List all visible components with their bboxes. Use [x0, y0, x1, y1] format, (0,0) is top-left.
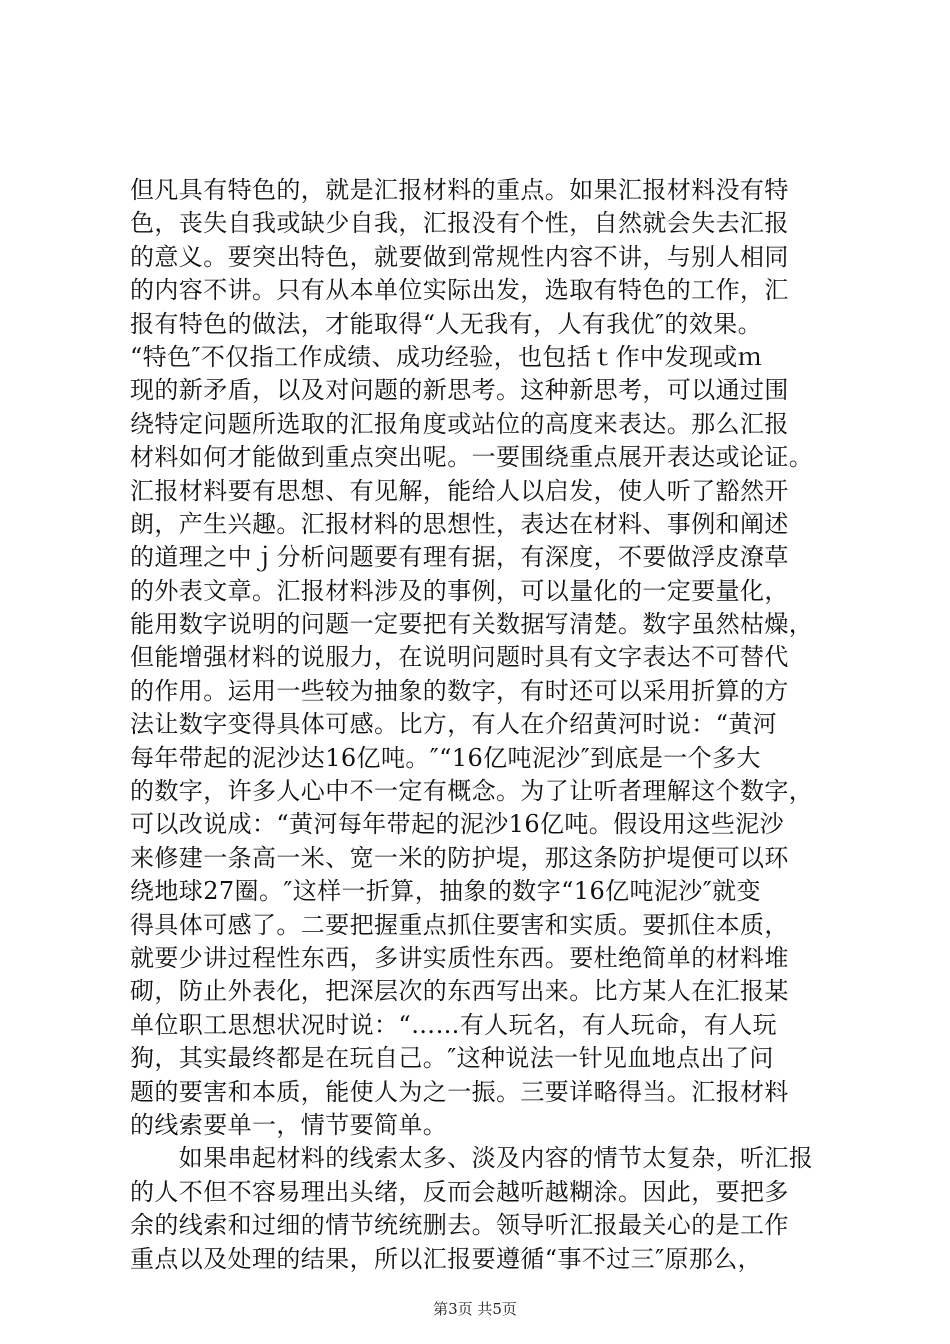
text-line: 狗，其实最终都是在玩自己。″这种说法一针见血地点出了问 [130, 1044, 774, 1073]
text-line: 的作用。运用一些较为抽象的数字，有时还可以采用折算的方 [130, 676, 789, 705]
text-line: 绕地球27圈。″这样一折算，抽象的数字“16亿吨泥沙″就变 [130, 877, 761, 906]
text-line: 但凡具有特色的，就是汇报材料的重点。如果汇报材料没有特 [130, 176, 789, 204]
text-line: 的外表文章。汇报材料涉及的事例，可以量化的一定要量化， [130, 576, 789, 605]
text-line: 砌，防止外表化，把深层次的东西写出来。比方某人在汇报某 [130, 977, 789, 1006]
text-line: 就要少讲过程性东西，多讲实质性东西。要杜绝简单的材料堆 [130, 943, 789, 972]
text-line: 每年带起的泥沙达16亿吨。″“16亿吨泥沙″到底是一个多大 [130, 743, 761, 772]
text-line: 的意义。要突出特色，就要做到常规性内容不讲，与别人相同 [130, 242, 789, 271]
text-line: 法让数字变得具体可感。比方，有人在介绍黄河时说：“黄河 [130, 710, 778, 739]
text-line: 报有特色的做法，才能取得“人无我有，人有我优″的效果。 [130, 309, 763, 338]
text-line: 的内容不讲。只有从本单位实际出发，选取有特色的工作，汇 [130, 276, 789, 305]
text-line: 重点以及处理的结果，所以汇报要遵循“事不过三″原那么， [130, 1244, 763, 1273]
text-line: 汇报材料要有思想、有见解，能给人以启发，使人听了豁然开 [130, 476, 789, 505]
text-line: 色，丧失自我或缺少自我，汇报没有个性，自然就会失去汇报 [130, 209, 789, 238]
text-line: 单位职工思想状况时说：“……有人玩名，有人玩命，有人玩 [130, 1010, 778, 1039]
text-line: 的数字，许多人心中不一定有概念。为了让听者理解这个数字， [130, 777, 814, 806]
text-line: 可以改说成：“黄河每年带起的泥沙16亿吨。假设用这些泥沙 [130, 810, 785, 839]
text-line: 的线索要单一，情节要简单。 [130, 1110, 448, 1139]
text-line: 的人不但不容易理出头绪，反而会越听越糊涂。因此，要把多 [130, 1177, 789, 1206]
text-line: 材料如何才能做到重点突出呢。一要围绕重点展开表达或论证。 [130, 443, 814, 472]
text-line: 题的要害和本质，能使人为之一振。三要详略得当。汇报材料 [130, 1077, 789, 1106]
text-line: 现的新矛盾，以及对问题的新思考。这种新思考，可以通过围 [130, 376, 789, 405]
text-line: “特色″不仅指工作成绩、成功经验，也包括ｔ作中发现或ｍ [130, 342, 763, 371]
text-line: 得具体可感了。二要把握重点抓住要害和实质。要抓住本质， [130, 910, 789, 939]
text-line: 余的线索和过细的情节统统删去。领导听汇报最关心的是工作 [130, 1211, 789, 1240]
text-line: 朗，产生兴趣。汇报材料的思想性，表达在材料、事例和阐述 [130, 509, 789, 538]
text-line: 如果串起材料的线索太多、淡及内容的情节太复杂，听汇报 [130, 1144, 814, 1173]
page-number-footer: 第3页 共5页 [433, 1300, 517, 1318]
text-line: 能用数字说明的问题一定要把有关数据写清楚。数字虽然枯燥， [130, 610, 814, 639]
text-line: 的道理之中ｊ分析问题要有理有据，有深度，不要做浮皮潦草 [130, 543, 789, 572]
body-text [130, 174, 860, 1276]
text-line: 绕特定问题所选取的汇报角度或站位的高度来表达。那么汇报 [130, 409, 789, 438]
text-line: 但能增强材料的说服力，在说明问题时具有文字表达不可替代 [130, 643, 789, 672]
text-line: 来修建一条高一米、宽一米的防护堤，那这条防护堤便可以环 [130, 843, 789, 872]
